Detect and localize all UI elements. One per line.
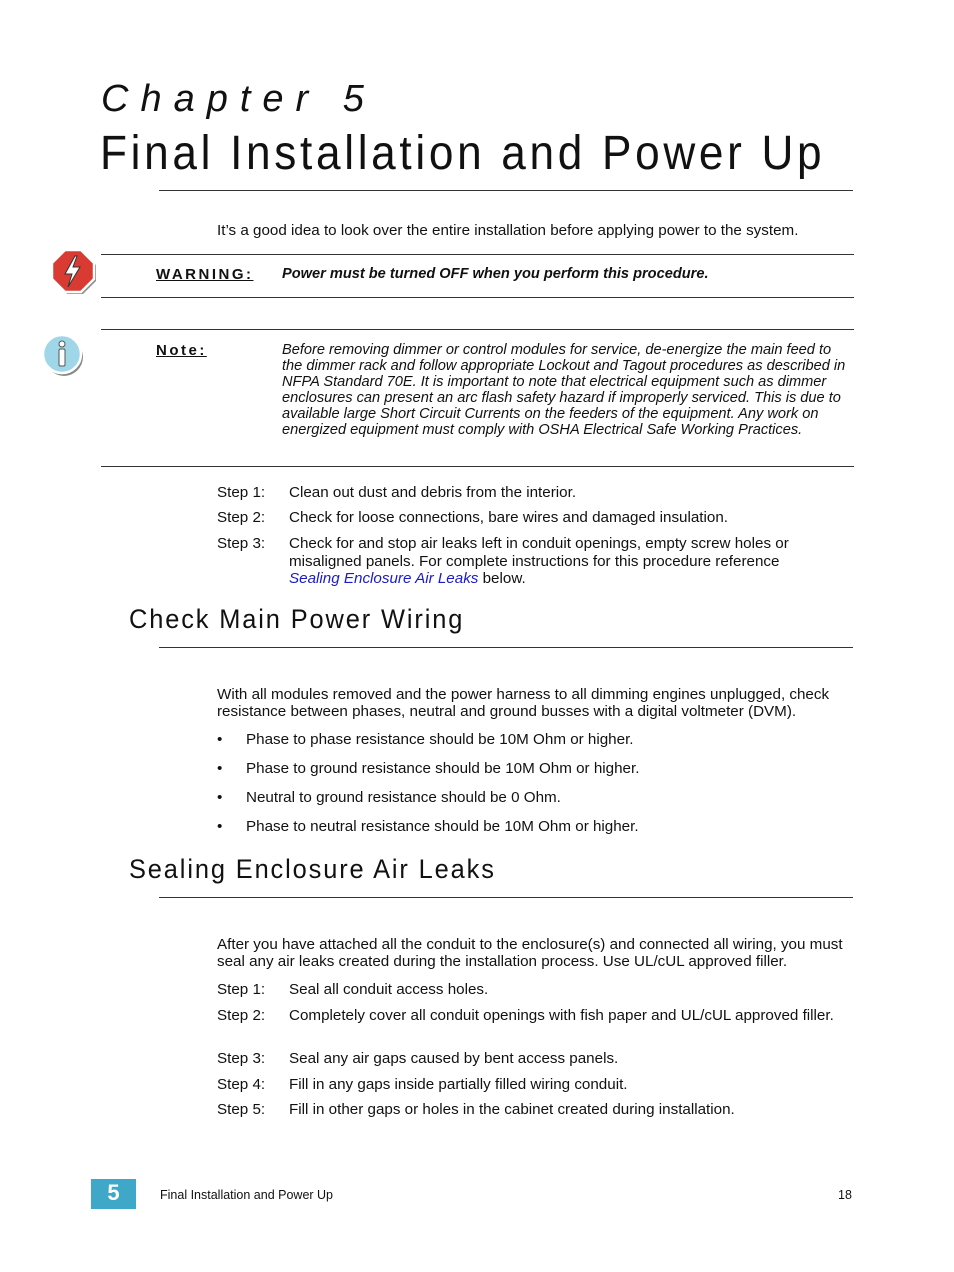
step-text xyxy=(289,535,834,588)
chapter-title: Final Installation and Power Up xyxy=(100,127,826,180)
bullet-text: Phase to phase resistance should be 10M Ohm or higher. xyxy=(246,731,634,748)
warning-top-rule xyxy=(101,254,854,255)
step-text: Completely cover all conduit openings with fish paper and UL/cUL approved filler. xyxy=(289,1007,834,1024)
footer-title: Final Installation and Power Up xyxy=(160,1188,334,1202)
step-number: Step 4: xyxy=(217,1076,266,1093)
section-heading-sealing: Sealing Enclosure Air Leaks xyxy=(129,854,496,884)
step-text-after: below. xyxy=(478,570,526,587)
header-divider xyxy=(159,190,853,191)
bullet-text: Neutral to ground resistance should be 0 Ohm. xyxy=(246,789,561,806)
intro-text: It’s a good idea to look over the entire installation before applying power to the system. xyxy=(217,222,799,239)
chapter-label: Chapter 5 xyxy=(101,78,376,120)
section-heading-wiring: Check Main Power Wiring xyxy=(129,604,465,634)
warning-bottom-rule xyxy=(101,297,854,298)
step-number: Step 2: xyxy=(217,509,266,526)
note-top-rule xyxy=(101,329,854,330)
bullet-text: Phase to ground resistance should be 10M Ohm or higher. xyxy=(246,760,640,777)
chapter-number-badge: 5 xyxy=(91,1179,136,1209)
bullet-mark: • xyxy=(217,760,223,777)
section-divider xyxy=(159,647,853,648)
note-text: Before removing dimmer or control modules for service, de-energize the main feed to the dimmer rack and follow appropriate Lockout and Tagout procedures as described in NFPA Standard 70E. It is important to note that electrical equipment such as dimmer enclosures can present an arc flash safety hazard if improperly serviced. This is due to available large Short Circuit Currents on the feeders of the equipment. Any work on energized equipment must comply with OSHA Electrical Safe Working Practices. xyxy=(282,342,846,438)
sealing-intro: After you have attached all the conduit to the enclosure(s) and connected all wiring, you must seal any air leaks created during the installation process. Use UL/cUL approved filler. xyxy=(217,936,843,970)
warning-lightning-icon xyxy=(48,247,98,297)
bullet-mark: • xyxy=(217,731,223,748)
bullet-text: Phase to neutral resistance should be 10M Ohm or higher. xyxy=(246,818,639,835)
info-icon xyxy=(40,333,88,379)
step-number: Step 2: xyxy=(217,1007,266,1024)
section-divider xyxy=(159,897,853,898)
step-number: Step 1: xyxy=(217,484,266,501)
sealing-enclosure-link[interactable]: Sealing Enclosure Air Leaks xyxy=(289,570,479,587)
step-number: Step 3: xyxy=(217,1050,266,1067)
warning-text: Power must be turned OFF when you perform this procedure. xyxy=(282,266,709,282)
step-text: Seal all conduit access holes. xyxy=(289,981,489,998)
step-text: Fill in other gaps or holes in the cabinet created during installation. xyxy=(289,1101,735,1118)
warning-label: WARNING: xyxy=(156,266,254,283)
step-number: Step 5: xyxy=(217,1101,266,1118)
bullet-mark: • xyxy=(217,789,223,806)
note-label: Note: xyxy=(156,342,207,359)
step-number: Step 1: xyxy=(217,981,266,998)
step-text-before: Check for and stop air leaks left in conduit openings, empty screw holes or misaligned panels. For complete instructions for this procedure reference xyxy=(289,535,789,570)
page-number: 18 xyxy=(838,1188,852,1202)
step-text: Check for loose connections, bare wires and damaged insulation. xyxy=(289,509,729,526)
step-text: Fill in any gaps inside partially filled wiring conduit. xyxy=(289,1076,628,1093)
bullet-mark: • xyxy=(217,818,223,835)
step-text: Seal any air gaps caused by bent access panels. xyxy=(289,1050,619,1067)
note-bottom-rule xyxy=(101,466,854,467)
step-text: Clean out dust and debris from the interior. xyxy=(289,484,577,501)
wiring-intro: With all modules removed and the power harness to all dimming engines unplugged, check resistance between phases, neutral and ground busses with a digital voltmeter (DVM). xyxy=(217,686,830,720)
step-number: Step 3: xyxy=(217,535,266,552)
